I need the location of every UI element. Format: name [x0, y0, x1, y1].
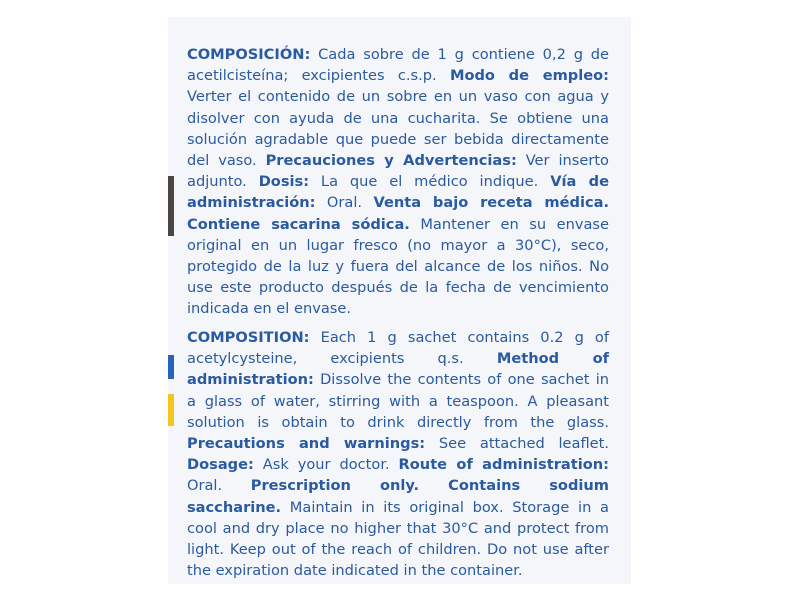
text-method-of-administration: Dissolve the contents of one sachet in a glass of water, stirring with a teaspoon. A pleasant solution is obtain to drink directly from the glass. [187, 371, 609, 431]
text-precautions: See attached leaflet. [425, 435, 609, 453]
label-dosage: Dosage: [187, 456, 254, 474]
label-method-of-administration: Method of administration: [187, 350, 610, 389]
text-composition: Each 1 g sachet contains 0.2 g of acetylcysteine, excipients q.s. [187, 329, 609, 368]
text-storage-en: Maintain in its original box. Storage in a cool and dry place no higher that 30°C and protect from light. Keep out of the reach of children. Do not use after the expiration date indicated in the container. [187, 498, 609, 580]
label-route-of-administration: Route of administration: [398, 456, 609, 474]
english-composition-paragraph [187, 327, 609, 581]
text-composicion: Cada sobre de 1 g contiene 0,2 g de acetilcisteína; excipientes c.s.p. [187, 46, 609, 85]
text-dosage: Ask your doctor. [253, 456, 399, 474]
text-route-of-administration: Oral. [187, 477, 251, 495]
label-composition: COMPOSITION: [187, 329, 310, 346]
label-prescription-only: Prescription only. Contains sodium saccharine. [187, 477, 609, 516]
package-edge-yellow-stripe [168, 394, 174, 426]
label-composicion: COMPOSICIÓN: [187, 46, 311, 63]
text-via-de-administracion: Oral. [315, 194, 374, 212]
package-edge-blue-stripe [168, 355, 174, 379]
spanish-composition-paragraph [187, 44, 609, 320]
text-modo-de-empleo: Verter el contenido de un sobre en un vaso con agua y disolver con ayuda de una cucharita. Se obtiene una solución agradable que puede ser bebida directamente del vaso. [187, 88, 609, 170]
package-edge-dark-stripe [168, 176, 174, 236]
label-via-de-administracion: Vía de administración: [187, 173, 610, 212]
label-dosis: Dosis: [258, 173, 310, 191]
text-precauciones: Ver inserto adjunto. [187, 152, 609, 191]
label-venta-bajo-receta: Venta bajo receta médica. Contiene sacarina sódica. [187, 194, 609, 233]
text-storage-es: Mantener en su envase original en un lugar fresco (no mayor a 30°C), seco, protegido de la luz y fuera del alcance de los niños. No use este producto después de la fecha de vencimiento indicada en el envase. [187, 215, 609, 318]
label-precauciones: Precauciones y Advertencias: [265, 152, 517, 170]
label-precautions: Precautions and warnings: [187, 435, 426, 453]
label-modo-de-empleo: Modo de empleo: [449, 67, 610, 85]
text-dosis: La que el médico indique. [309, 173, 551, 191]
